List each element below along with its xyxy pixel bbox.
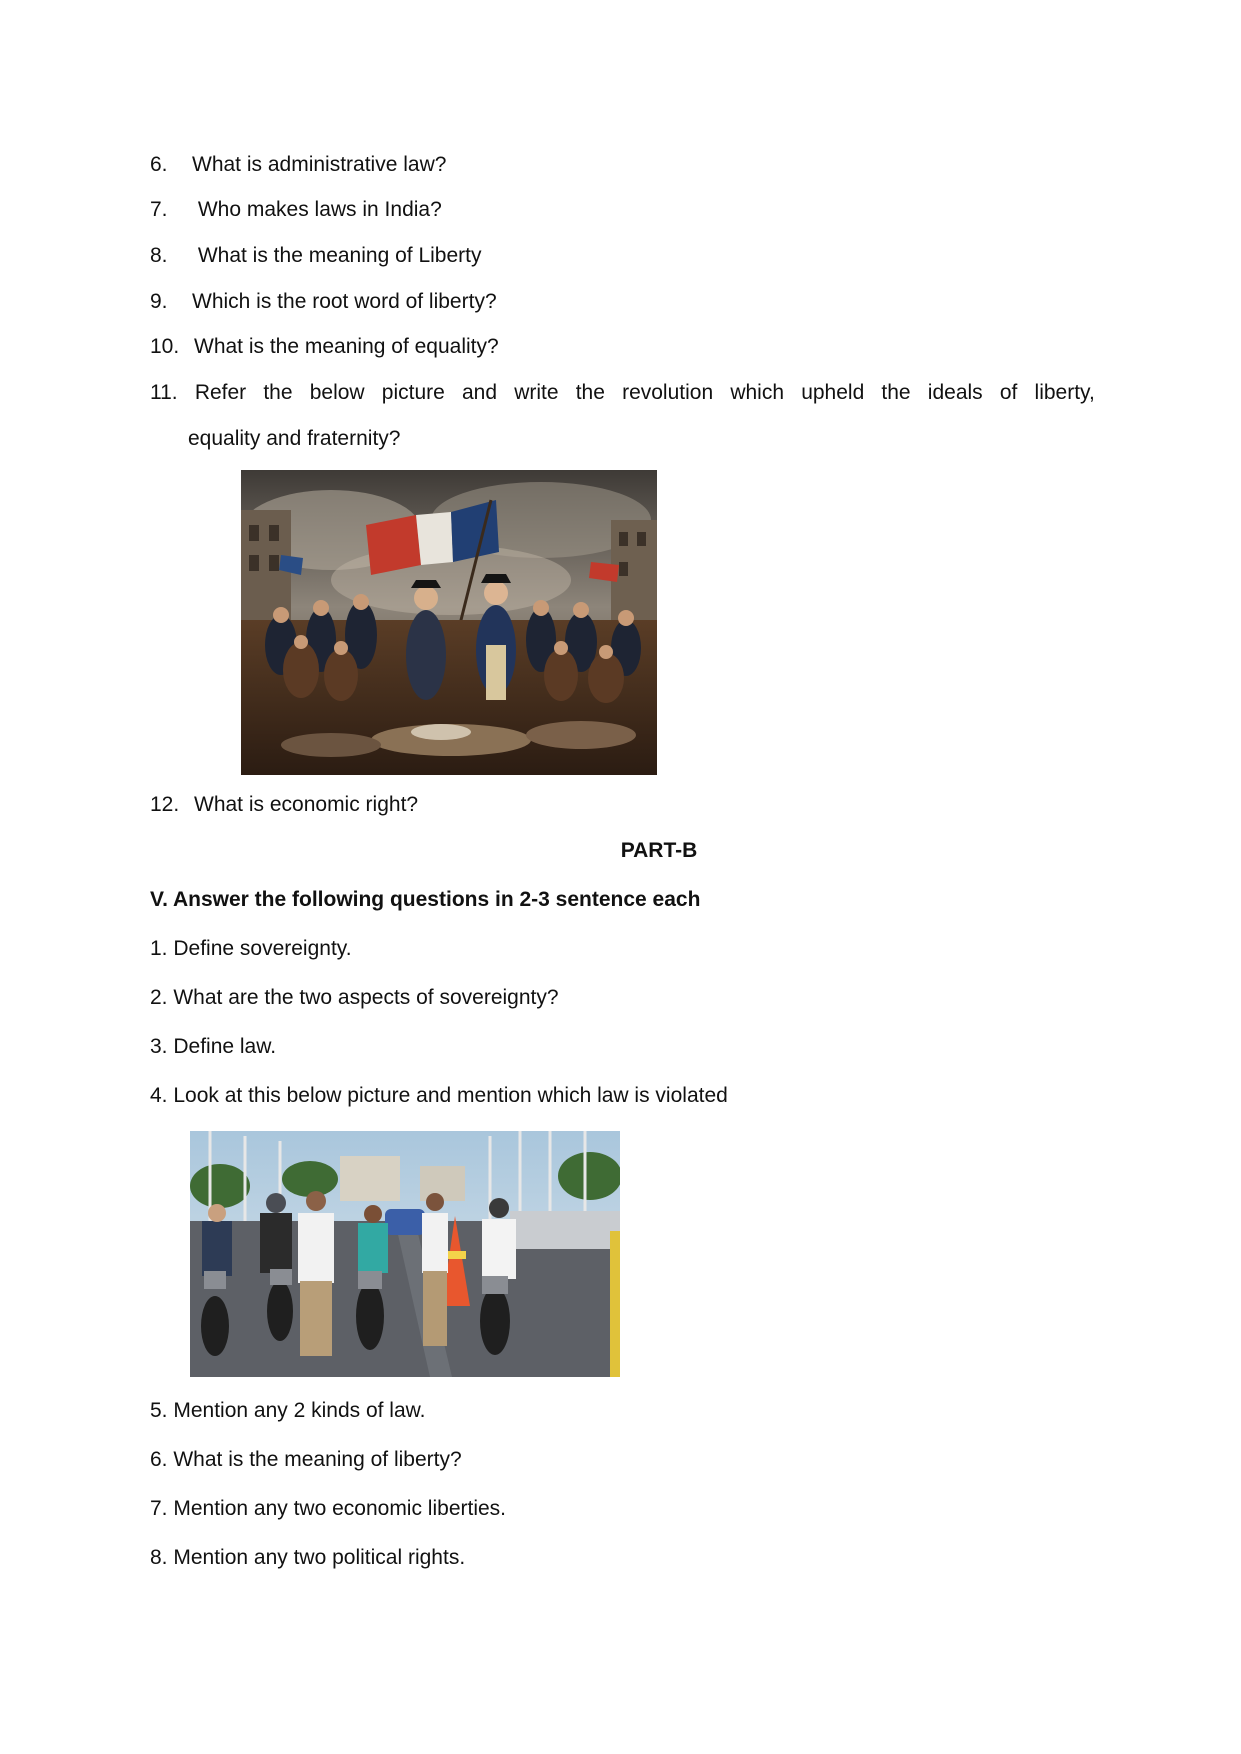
- question-9: [150, 288, 497, 316]
- question-text: What is the meaning of equality?: [194, 335, 499, 358]
- word: the: [575, 381, 605, 404]
- word: liberty,: [1034, 381, 1095, 404]
- word: ideals: [927, 381, 983, 404]
- question-11: [150, 379, 1095, 407]
- word: write: [514, 381, 559, 404]
- question-text: What is economic right?: [194, 793, 419, 816]
- part-b-question-6: 6. What is the meaning of liberty?: [150, 1448, 462, 1471]
- revolution-painting: [241, 470, 657, 775]
- question-number: 7.: [150, 198, 168, 221]
- word: which: [730, 381, 785, 404]
- question-number: 11.: [150, 381, 178, 404]
- part-b-title: PART-B: [620, 839, 698, 862]
- part-b-question-1: 1. Define sovereignty.: [150, 937, 352, 960]
- question-number: 8.: [150, 244, 168, 267]
- question-text: Who makes laws in India?: [192, 198, 442, 221]
- question-7: [150, 196, 442, 224]
- part-b-question-4: 4. Look at this below picture and mention which law is violated: [150, 1084, 728, 1107]
- word: below: [309, 381, 365, 404]
- question-text: What is administrative law?: [192, 153, 447, 176]
- section-heading: V. Answer the following questions in 2-3 sentence each: [150, 888, 701, 911]
- word: revolution: [622, 381, 714, 404]
- question-10: [150, 333, 499, 361]
- part-b-question-7: 7. Mention any two economic liberties.: [150, 1497, 507, 1520]
- question-8: [150, 242, 481, 270]
- question-number: 10.: [150, 335, 180, 358]
- word: picture: [381, 381, 445, 404]
- question-text: Which is the root word of liberty?: [192, 290, 497, 313]
- word: Refer: [194, 381, 247, 404]
- question-12: [150, 791, 418, 819]
- word: of: [999, 381, 1018, 404]
- traffic-violation-photo: [190, 1131, 620, 1377]
- word: the: [263, 381, 293, 404]
- word: upheld: [801, 381, 865, 404]
- question-6: [150, 151, 446, 179]
- part-b-question-3: 3. Define law.: [150, 1035, 277, 1058]
- question-text: What is the meaning of Liberty: [192, 244, 482, 267]
- traffic-violation-graphic: [190, 1131, 620, 1377]
- question-number: 12.: [150, 793, 180, 816]
- part-b-question-5: 5. Mention any 2 kinds of law.: [150, 1399, 426, 1422]
- revolution-painting-graphic: [241, 470, 657, 775]
- question-11-continuation: equality and fraternity?: [188, 427, 401, 450]
- question-number: 9.: [150, 290, 168, 313]
- question-11-first-line: [150, 379, 1095, 407]
- word: and: [461, 381, 498, 404]
- question-number: 6.: [150, 153, 168, 176]
- part-b-question-8: 8. Mention any two political rights.: [150, 1546, 466, 1569]
- part-b-question-2: 2. What are the two aspects of sovereignty?: [150, 986, 559, 1009]
- word: the: [881, 381, 911, 404]
